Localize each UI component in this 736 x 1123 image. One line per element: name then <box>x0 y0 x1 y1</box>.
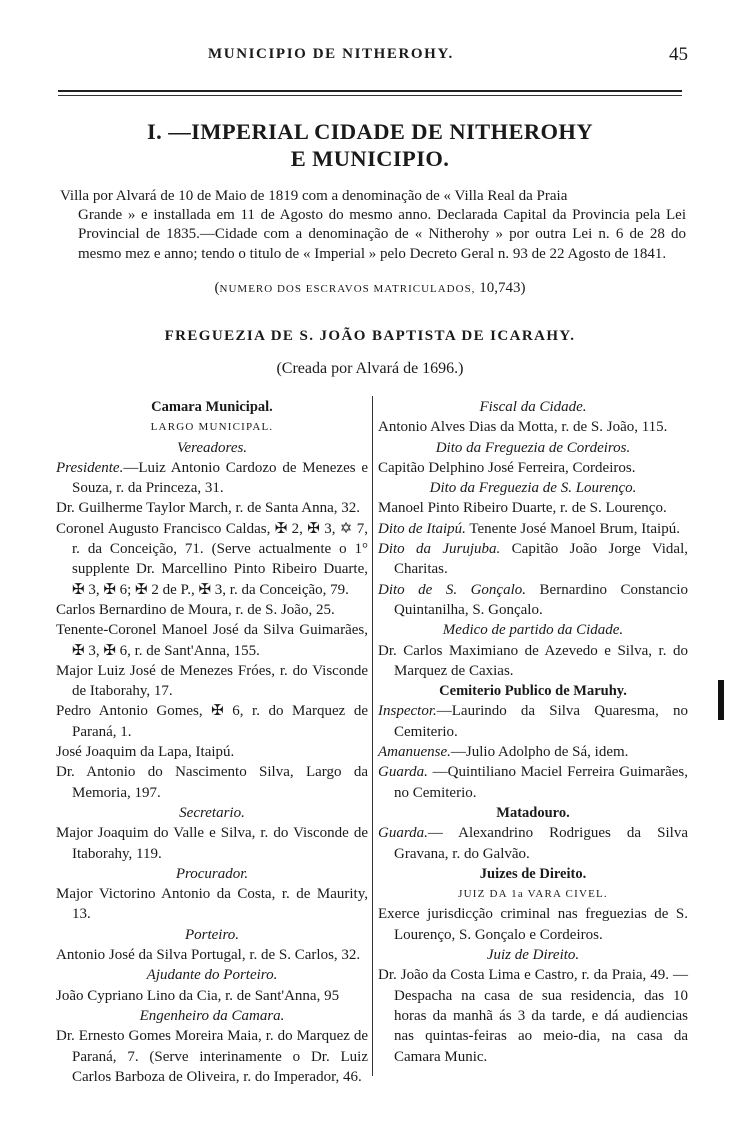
secretario-entry: Major Joaquim do Valle e Silva, r. do Visconde de Itaborahy, 119. <box>56 825 368 862</box>
jurujuba-entry <box>378 539 688 580</box>
freguezia-title: FREGUEZIA DE S. JOÃO BAPTISTA DE ICARAHY. <box>164 328 576 344</box>
cemiterio-heading: Cemiterio Publico de Maruhy. <box>439 683 627 700</box>
intro-paragraph <box>60 187 686 264</box>
porteiro-heading: Porteiro. <box>184 926 240 943</box>
itaipu-text: Tenente José Manoel Brum, Itaipú. <box>469 520 680 537</box>
matadouro-heading: Matadouro. <box>496 804 570 821</box>
amanuense-entry <box>378 742 688 762</box>
itaipu-entry <box>378 519 688 539</box>
fiscal-entry: Antonio Alves Dias da Motta, r. de S. João, 115. <box>378 419 668 436</box>
juiz-direito-heading: Juiz de Direito. <box>486 947 580 964</box>
intro-first-line: Villa por Alvará de 10 de Maio de 1819 com a denominação de « Villa Real da Praia <box>60 188 568 204</box>
jurujuba-label: Dito da Jurujuba. <box>378 541 501 558</box>
juiz-direito-entry: Dr. João da Costa Lima e Castro, r. da Praia, 49. — Despacha na casa de sua residencia, das 10 horas da manhã ás 3 da tarde, e dá audiencias nas quintas-feiras ao meio-dia, na casa da Camara Munic. <box>378 967 688 1065</box>
header-double-rule <box>58 90 682 100</box>
ajudante-heading: Ajudante do Porteiro. <box>146 967 278 984</box>
column-divider <box>372 396 373 1076</box>
cordeiros-heading: Dito da Freguezia de Cordeiros. <box>435 439 631 456</box>
juizes-heading: Juizes de Direito. <box>479 865 587 882</box>
cordeiros-entry: Capitão Delphino José Ferreira, Cordeiros. <box>378 459 636 476</box>
goncalo-label: Dito de S. Gonçalo. <box>378 581 527 598</box>
main-title-line2: E MUNICIPIO. <box>290 146 450 171</box>
vereador-entry: José Joaquim da Lapa, Itaipú. <box>56 744 235 761</box>
vereador-entry: Major Luiz José de Menezes Fróes, r. do Visconde de Itaborahy, 17. <box>56 662 368 700</box>
presidente-entry <box>56 458 368 499</box>
medico-entry: Dr. Carlos Maximiano de Azevedo e Silva, r. do Marquez de Caxias. <box>378 642 688 679</box>
right-column <box>378 397 688 1067</box>
goncalo-entry <box>378 580 688 621</box>
running-title: MUNICIPIO DE NITHEROHY. <box>208 46 454 62</box>
vereador-entry: Dr. Antonio do Nascimento Silva, Largo da Memoria, 197. <box>56 764 368 801</box>
medico-heading: Medico de partido da Cidade. <box>442 622 624 639</box>
vereador-entry: Coronel Augusto Francisco Caldas, ✠ 2, ✠ 3, ✡ 7, r. da Conceição, 71. (Serve actualmente o 1° supplente Dr. Marcellino Pinto Ribeiro Duarte, ✠ 3, ✠ 6; ✠ 2 de P., ✠ 3, r. da Conceição, 79. <box>56 520 368 598</box>
escravos-label: NUMERO DOS ESCRAVOS MATRICULADOS, <box>219 283 476 295</box>
matadouro-guarda-label: Guarda. <box>378 825 428 842</box>
camara-heading: Camara Municipal. <box>151 399 273 415</box>
vereador-entry: Pedro Antonio Gomes, ✠ 6, r. do Marquez de Paraná, 1. <box>56 703 368 740</box>
lourenco-heading: Dito da Freguezia de S. Lourenço. <box>429 480 637 497</box>
guarda-label: Guarda. <box>378 764 428 781</box>
intro-rest: Grande » e installada em 11 de Agosto do mesmo anno. Declarada Capital da Provincia pela Lei Provincial de 1835.—Cidade com a denominação de « Nitherohy » por outra Lei n. 6 de 28 do mesmo mez e anno; tendo o titulo de « Imperial » pelo Decreto Geral n. 93 de 22 Agosto de 1841. <box>78 207 686 262</box>
presidente-text: —Luiz Antonio Cardozo de Menezes e Souza, r. da Princeza, 31. <box>72 459 368 497</box>
inspector-text: —Laurindo da Silva Quaresma, no Cemiterio. <box>394 703 688 740</box>
procurador-heading: Procurador. <box>175 865 249 882</box>
vereador-entry: Carlos Bernardino de Moura, r. de S. João, 25. <box>56 601 335 618</box>
juiz-vara-heading: JUIZ DA 1a VARA CIVEL. <box>458 888 608 901</box>
procurador-entry: Major Victorino Antonio da Costa, r. de Maurity, 13. <box>56 886 368 923</box>
vereadores-heading: Vereadores. <box>176 439 248 456</box>
presidente-label: Presidente. <box>56 459 124 476</box>
running-head <box>58 46 688 68</box>
amanuense-label: Amanuense. <box>378 744 451 761</box>
freguezia-subtitle: (Creada por Alvará de 1696.) <box>276 360 464 377</box>
vereador-entry: Tenente-Coronel Manoel José da Silva Guimarães, ✠ 3, ✠ 6, r. de Sant'Anna, 155. <box>56 622 368 659</box>
escravos-line: (NUMERO DOS ESCRAVOS MATRICULADOS, 10,743) <box>214 280 526 296</box>
ajudante-entry: João Cypriano Lino da Cia, r. de Sant'Anna, 95 <box>56 987 340 1004</box>
margin-ink-mark <box>718 680 724 720</box>
rule-thin <box>58 95 682 96</box>
matadouro-guarda-text: — Alexandrino Rodrigues da Silva Gravana, r. do Galvão. <box>394 825 688 862</box>
page-number: 45 <box>669 44 688 65</box>
goncalo-text: Bernardino Constancio Quintanilha, S. Gonçalo. <box>394 581 689 618</box>
inspector-label: Inspector. <box>378 703 437 720</box>
itaipu-label: Dito de Itaipú. <box>378 520 466 537</box>
escravos-value: 10,743 <box>479 280 521 296</box>
fiscal-heading: Fiscal da Cidade. <box>479 399 587 415</box>
matadouro-guarda-entry <box>378 823 688 864</box>
rule-thick <box>58 90 682 92</box>
inspector-entry <box>378 701 688 742</box>
lourenco-entry: Manoel Pinto Ribeiro Duarte, r. de S. Lourenço. <box>378 500 667 517</box>
guarda-entry <box>378 762 688 803</box>
camara-address: LARGO MUNICIPAL. <box>150 421 274 434</box>
secretario-heading: Secretario. <box>179 804 245 821</box>
juiz-vara-entry: Exerce jurisdicção criminal nas freguezias de S. Lourenço, S. Gonçalo e Cordeiros. <box>378 906 688 943</box>
engenheiro-heading: Engenheiro da Camara. <box>139 1007 285 1024</box>
guarda-text: —Quintiliano Maciel Ferreira Guimarães, no Cemiterio. <box>394 764 689 801</box>
left-column <box>56 397 368 1087</box>
amanuense-text: —Julio Adolpho de Sá, idem. <box>450 744 629 761</box>
porteiro-entry: Antonio José da Silva Portugal, r. de S. Carlos, 32. <box>56 947 361 964</box>
jurujuba-text: Capitão João Jorge Vidal, Charitas. <box>394 541 688 578</box>
vereador-entry: Dr. Guilherme Taylor March, r. de Santa Anna, 32. <box>56 500 361 517</box>
main-title-line1: I. —IMPERIAL CIDADE DE NITHEROHY <box>147 119 593 144</box>
main-title <box>58 118 682 172</box>
engenheiro-entry: Dr. Ernesto Gomes Moreira Maia, r. do Marquez de Paraná, 7. (Serve interinamente o Dr. Luiz Carlos Barboza de Oliveira, r. do Imperador, 46. <box>56 1028 368 1085</box>
